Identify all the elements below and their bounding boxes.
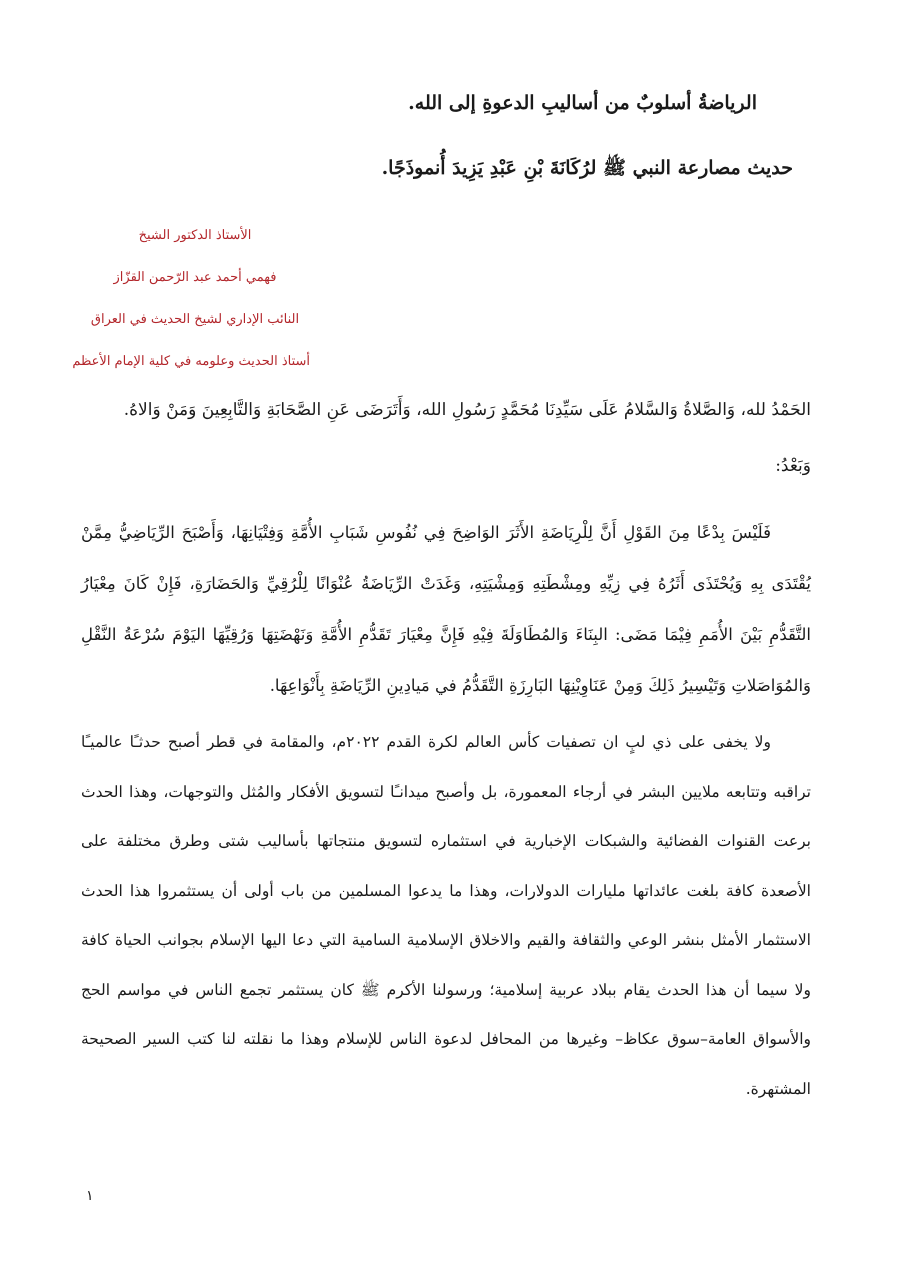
author-affiliation: أستاذ الحديث وعلومه في كلية الإمام الأعظم	[72, 354, 310, 369]
intro-block	[81, 382, 811, 494]
author-name: فهمي أحمد عبد الرّحمن القزّاز	[113, 270, 277, 285]
after-word: وَبَعْدُ:	[775, 456, 811, 476]
author-position: النائب الإداري لشيخ الحديث في العراق	[90, 312, 300, 327]
paragraph-1: فَلَيْسَ بِدْعًا مِنَ القَوْلِ أَنَّ لِلْرِيَاضَةِ الأَثَرَ الوَاضِحَ فِي نُفُوسِ شَبَابِ الأُمَّةِ وَفِتْيَانِهَا، وَأَصْبَحَ الرِّيَاضِيُّ مِمَّنْ يُقْتَدَى بِهِ وَيُحْتَذَى أَثَرُهُ فِي زِيِّهِ ومِشْطَتِهِ وَمِشْيَتِهِ، وَغَدَتْ الرِّيَاضَةُ عُنْوَانًا لِلْرُقِيِّ وَالحَضَارَةِ، فَإِنْ كَانَ مِعْيَارُ التَّقَدُّمِ بَيْنَ الأُمَمِ فِيْمَا مَضَى: البِنَاءَ وَالمُطَاوَلَةَ فِيْهِ فَإِنَّ مِعْيَارَ تَقَدُّمِ الأُمَّةِ وَنَهْضَتِهَا وَرُقِيِّهَا اليَوْمَ سُرْعَةُ النَّقْلِ وَالمُوَاصَلاتِ وَتَيْسِيرُ ذَلِكَ وَمِنْ عَنَاوِيْنِهَا البَارِزَةِ التَّقَدُّمُ في مَيادِينِ الرِّيَاضَةِ بِأَنْوَاعِهَا.	[81, 523, 811, 695]
title-line-1: الرياضةُ أسلوبٌ من أساليبِ الدعوةِ إلى الله.	[408, 92, 757, 114]
author-block	[72, 215, 310, 383]
intro-line: الحَمْدُ لله، وَالصَّلاةُ وَالسَّلامُ عَلَى سَيِّدِنَا مُحَمَّدٍ رَسُولِ الله، وَأَتَرَضَى عَنِ الصَّحَابَةِ وَالتَّابِعِينَ وَمَنْ وَالاهُ.	[123, 400, 811, 420]
author-title: الأستاذ الدكتور الشيخ	[138, 228, 252, 243]
page-number: ١	[86, 1188, 94, 1204]
paragraph-2: ولا يخفى على ذي لبٍ ان تصفيات كأس العالم لكرة القدم ٢٠٢٢م، والمقامة في قطر أصبح حدثـًا عالميـًا تراقبه وتتابعه ملايين البشر في أرجاء المعمورة، بل وأصبح ميدانـًا لتسويق الأفكار والمُثل والتوجهات، وهذا الحدث برعت القنوات الفضائية والشبكات الإخبارية في استثماره لتسويق منتجاتها بأساليب شتى وطرق مختلفة على الأصعدة كافة بلغت عائداتها مليارات الدولارات، وهذا ما يدعوا المسلمين من باب أولى أن يستثمروا هذا الحدث الاستثمار الأمثل بنشر الوعي والثقافة والقيم والاخلاق الإسلامية السامية التي دعا اليها الإسلام بجوانب الحياة كافة ولا سيما أن هذا الحدث يقام ببلاد عربية إسلامية؛ ورسولنا الأكرم ﷺ كان يستثمر تجمع الناس في مواسم الحج والأسواق العامة–سوق عكاظ– وغيرها من المحافل لدعوة الناس للإسلام وهذا ما نقلته لنا كتب السير الصحيحة المشتهرة.	[81, 733, 811, 1098]
title-line-2: حديث مصارعة النبي ﷺ لرُكَانَةَ بْنِ عَبْدِ يَزِيدَ أُنموذَجًا.	[381, 157, 793, 179]
